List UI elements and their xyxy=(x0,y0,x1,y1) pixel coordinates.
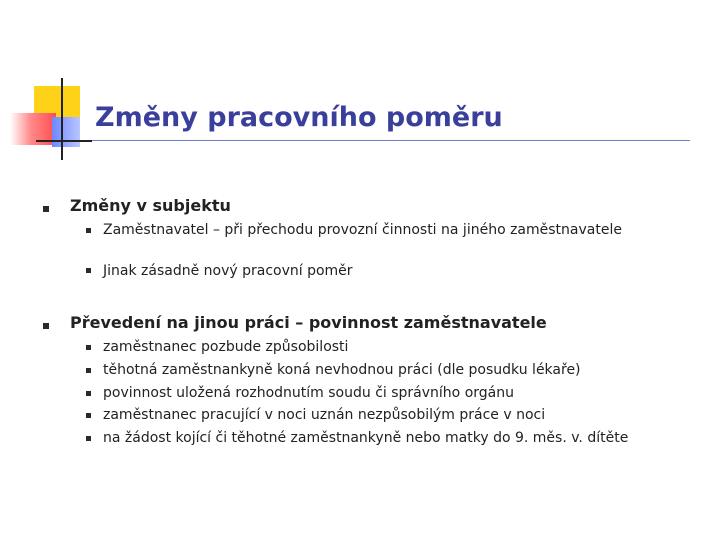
bullet-square-icon xyxy=(43,206,49,212)
section-heading: Převedení na jinou práci – povinnost zaměstnavatele xyxy=(70,313,547,332)
list-item: povinnost uložená rozhodnutím soudu či správního orgánu xyxy=(103,385,514,401)
slide-title: Změny pracovního poměru xyxy=(95,102,503,133)
list-item: zaměstnanec pozbude způsobilosti xyxy=(103,339,349,355)
bullet-square-icon xyxy=(86,413,91,418)
bullet-square-icon xyxy=(43,323,49,329)
bullet-square-icon xyxy=(86,368,91,373)
bullet-square-icon xyxy=(86,345,91,350)
vertical-rule xyxy=(61,78,63,160)
list-item: Zaměstnavatel – při přechodu provozní činnosti na jiného zaměstnavatele xyxy=(103,222,622,238)
section-heading: Změny v subjektu xyxy=(70,196,231,215)
list-item: na žádost kojící či těhotné zaměstnankyně nebo matky do 9. měs. v. dítěte xyxy=(103,430,629,446)
title-underline xyxy=(92,140,690,141)
bullet-square-icon xyxy=(86,391,91,396)
list-item: zaměstnanec pracující v noci uznán nezpůsobilým práce v noci xyxy=(103,407,546,423)
blue-square-decoration xyxy=(52,117,80,147)
title-rule-dark xyxy=(36,140,92,142)
list-item: Jinak zásadně nový pracovní poměr xyxy=(103,263,353,279)
list-item: těhotná zaměstnankyně koná nevhodnou práci (dle posudku lékaře) xyxy=(103,362,581,378)
bullet-square-icon xyxy=(86,228,91,233)
bullet-square-icon xyxy=(86,268,91,273)
bullet-square-icon xyxy=(86,436,91,441)
title-logo-graphic xyxy=(0,0,100,170)
